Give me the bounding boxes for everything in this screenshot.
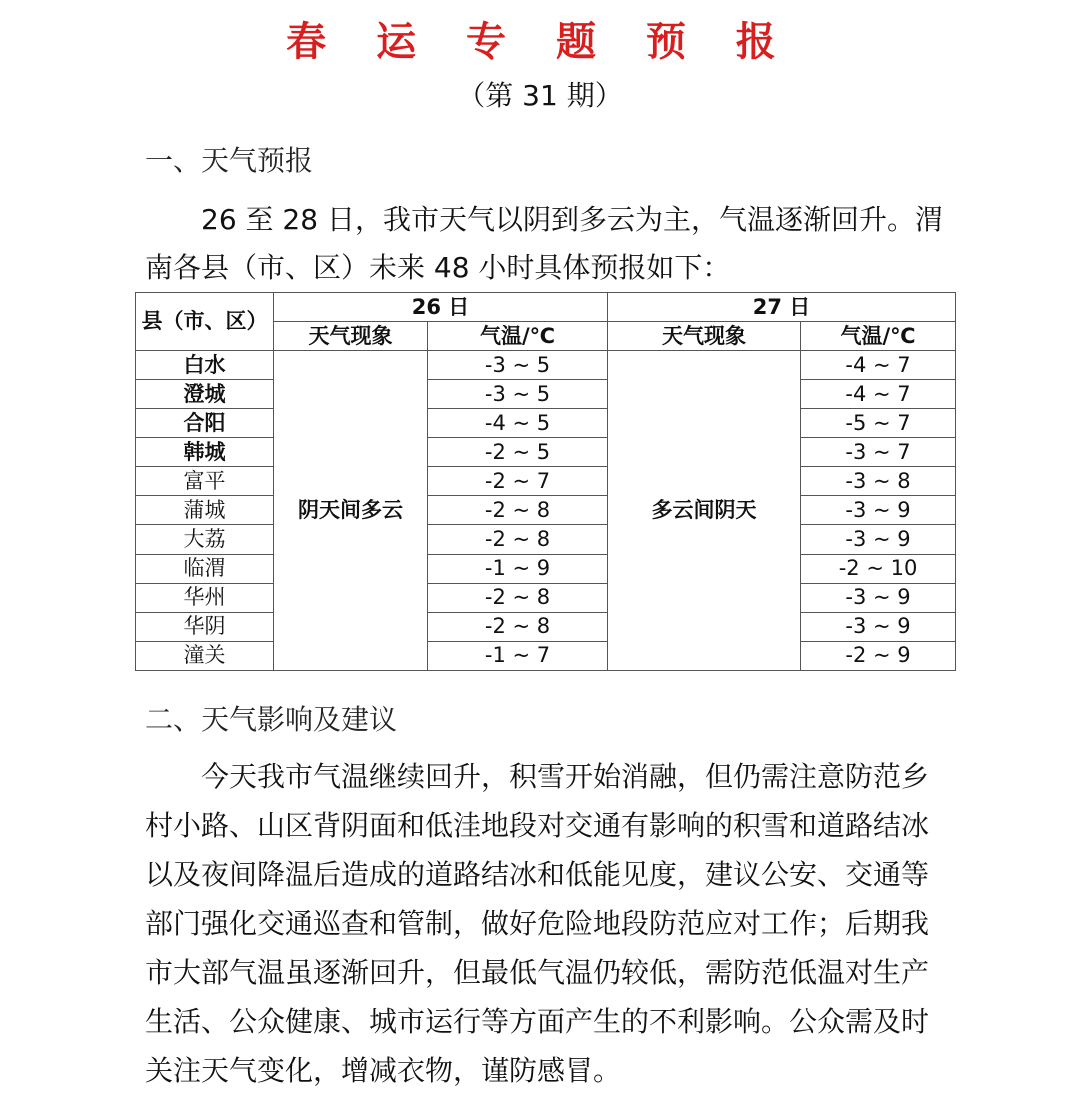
county-cell: 富平 (136, 467, 274, 496)
day1-weather-header: 天气现象 (274, 322, 428, 351)
issue-number: （第 31 期） (457, 79, 623, 112)
table-row (136, 525, 956, 554)
county-cell: 华阴 (136, 612, 274, 641)
day1-temp-cell: -2 ~ 8 (428, 525, 608, 554)
county-header: 县（市、区） (136, 293, 274, 351)
day2-temp-cell: -3 ~ 7 (801, 438, 956, 467)
county-cell: 潼关 (136, 641, 274, 670)
day2-header: 27 日 (608, 293, 956, 322)
day1-temp-cell: -4 ~ 5 (428, 409, 608, 438)
forecast-table (135, 292, 956, 671)
day2-temp-cell: -3 ~ 9 (801, 525, 956, 554)
table-row (136, 612, 956, 641)
forecast-intro-paragraph: 26 至 28 日，我市天气以阴到多云为主，气温逐渐回升。渭南各县（市、区）未来 48 小时具体预报如下： (145, 203, 943, 284)
table-row (136, 583, 956, 612)
day2-temp-header: 气温/℃ (801, 322, 956, 351)
day2-temp-cell: -4 ~ 7 (801, 351, 956, 380)
table-row (136, 496, 956, 525)
day1-temp-cell: -1 ~ 7 (428, 641, 608, 670)
document-title: 春 运 专 题 预 报 (286, 19, 794, 65)
day2-temp-cell: -3 ~ 9 (801, 496, 956, 525)
table-row (136, 409, 956, 438)
table-row (136, 351, 956, 380)
day2-temp-cell: -5 ~ 7 (801, 409, 956, 438)
day2-temp-cell: -3 ~ 9 (801, 612, 956, 641)
county-cell: 临渭 (136, 554, 274, 583)
county-cell: 白水 (136, 351, 274, 380)
county-cell: 澄城 (136, 380, 274, 409)
table-row (136, 554, 956, 583)
table-row (136, 438, 956, 467)
day2-temp-cell: -3 ~ 8 (801, 467, 956, 496)
day2-temp-cell: -3 ~ 9 (801, 583, 956, 612)
county-cell: 大荔 (136, 525, 274, 554)
forecast-table-body (136, 351, 956, 671)
table-row (136, 641, 956, 670)
day1-temp-cell: -2 ~ 8 (428, 583, 608, 612)
county-cell: 韩城 (136, 438, 274, 467)
day1-weather-cell: 阴天间多云 (274, 351, 428, 671)
table-row (136, 467, 956, 496)
day1-temp-cell: -3 ~ 5 (428, 351, 608, 380)
day1-temp-cell: -2 ~ 8 (428, 496, 608, 525)
day2-weather-cell: 多云间阴天 (608, 351, 801, 671)
day1-temp-cell: -2 ~ 5 (428, 438, 608, 467)
day1-temp-cell: -3 ~ 5 (428, 380, 608, 409)
county-cell: 华州 (136, 583, 274, 612)
impact-advice-paragraph: 今天我市气温继续回升，积雪开始消融，但仍需注意防范乡村小路、山区背阴面和低洼地段对交通有影响的积雪和道路结冰以及夜间降温后造成的道路结冰和低能见度，建议公安、交通等部门强化交通巡查和管制，做好危险地段防范应对工作；后期我市大部气温虽逐渐回升，但最低气温仍较低，需防范低温对生产生活、公众健康、城市运行等方面产生的不利影响。公众需及时关注天气变化，增减衣物，谨防感冒。 (145, 760, 930, 1087)
section-heading-impact: 二、天气影响及建议 (145, 703, 398, 736)
day2-temp-cell: -4 ~ 7 (801, 380, 956, 409)
day2-temp-cell: -2 ~ 10 (801, 554, 956, 583)
day2-weather-header: 天气现象 (608, 322, 801, 351)
county-cell: 合阳 (136, 409, 274, 438)
day1-temp-header: 气温/℃ (428, 322, 608, 351)
day1-temp-cell: -2 ~ 7 (428, 467, 608, 496)
day2-temp-cell: -2 ~ 9 (801, 641, 956, 670)
day1-header: 26 日 (274, 293, 608, 322)
county-cell: 蒲城 (136, 496, 274, 525)
section-heading-forecast: 一、天气预报 (145, 144, 314, 177)
day1-temp-cell: -2 ~ 8 (428, 612, 608, 641)
day1-temp-cell: -1 ~ 9 (428, 554, 608, 583)
table-row (136, 380, 956, 409)
